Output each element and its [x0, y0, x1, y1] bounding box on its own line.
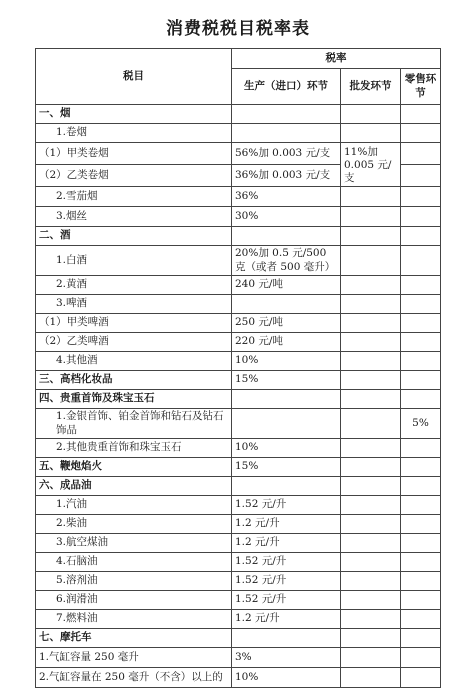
row-name: 3.啤酒 — [36, 295, 232, 314]
row-retail — [401, 553, 441, 572]
row-name: 2.其他贵重首饰和珠宝玉石 — [36, 439, 232, 458]
row-retail — [401, 629, 441, 648]
row-retail — [401, 572, 441, 591]
row-wholesale: 11%加 0.005 元/支 — [341, 143, 401, 187]
table-row — [36, 458, 441, 477]
row-retail — [401, 591, 441, 610]
row-retail — [401, 534, 441, 553]
row-retail — [401, 207, 441, 227]
row-production — [232, 409, 341, 439]
header-production: 生产（进口）环节 — [232, 69, 341, 105]
row-name: 六、成品油 — [36, 477, 232, 496]
row-production: 1.2 元/升 — [232, 534, 341, 553]
row-name: 三、高档化妆品 — [36, 371, 232, 390]
row-name: 3.航空煤油 — [36, 534, 232, 553]
table-row — [36, 246, 441, 276]
row-name: 1.卷烟 — [36, 124, 232, 143]
row-production: 1.2 元/升 — [232, 515, 341, 534]
row-retail — [401, 314, 441, 333]
row-wholesale — [341, 553, 401, 572]
row-wholesale — [341, 439, 401, 458]
table-row — [36, 553, 441, 572]
row-retail — [401, 515, 441, 534]
row-name: （1）甲类啤酒 — [36, 314, 232, 333]
row-wholesale — [341, 207, 401, 227]
table-row — [36, 496, 441, 515]
row-retail — [401, 648, 441, 668]
row-retail — [401, 227, 441, 246]
row-production — [232, 227, 341, 246]
row-retail — [401, 295, 441, 314]
row-retail — [401, 458, 441, 477]
row-wholesale — [341, 187, 401, 207]
table-row — [36, 668, 441, 688]
row-retail — [401, 143, 441, 165]
row-retail — [401, 610, 441, 629]
row-production: 10% — [232, 668, 341, 688]
row-name: （1）甲类卷烟 — [36, 143, 232, 165]
row-wholesale — [341, 629, 401, 648]
row-production — [232, 105, 341, 124]
row-wholesale — [341, 276, 401, 295]
row-name: 五、鞭炮焰火 — [36, 458, 232, 477]
table-row — [36, 390, 441, 409]
row-production: 56%加 0.003 元/支 — [232, 143, 341, 165]
row-production — [232, 390, 341, 409]
row-production: 30% — [232, 207, 341, 227]
row-name: 七、摩托车 — [36, 629, 232, 648]
row-wholesale — [341, 314, 401, 333]
row-production: 1.52 元/升 — [232, 553, 341, 572]
table-row — [36, 371, 441, 390]
row-production: 3% — [232, 648, 341, 668]
row-name: 6.润滑油 — [36, 591, 232, 610]
row-retail — [401, 165, 441, 187]
row-production: 10% — [232, 352, 341, 371]
row-retail — [401, 276, 441, 295]
row-wholesale — [341, 534, 401, 553]
row-name: 5.溶剂油 — [36, 572, 232, 591]
header-item: 税目 — [36, 49, 232, 105]
row-retail — [401, 352, 441, 371]
row-wholesale — [341, 227, 401, 246]
row-wholesale — [341, 591, 401, 610]
header-wholesale: 批发环节 — [341, 69, 401, 105]
page-title: 消费税税目税率表 — [166, 19, 310, 39]
table-row — [36, 227, 441, 246]
table-row — [36, 143, 441, 165]
table-row — [36, 477, 441, 496]
header-retail: 零售环节 — [401, 69, 441, 105]
row-production: 15% — [232, 371, 341, 390]
table-row — [36, 572, 441, 591]
row-name: （2）乙类卷烟 — [36, 165, 232, 187]
table-row — [36, 333, 441, 352]
row-production — [232, 629, 341, 648]
tax-rate-table — [35, 48, 441, 688]
row-wholesale — [341, 371, 401, 390]
row-name: 7.燃料油 — [36, 610, 232, 629]
row-production — [232, 124, 341, 143]
table-row — [36, 591, 441, 610]
row-wholesale — [341, 295, 401, 314]
header-rate: 税率 — [232, 49, 441, 69]
row-name: 1.气缸容量 250 毫升 — [36, 648, 232, 668]
row-name: 四、贵重首饰及珠宝玉石 — [36, 390, 232, 409]
row-retail — [401, 496, 441, 515]
row-name: 4.石脑油 — [36, 553, 232, 572]
row-retail — [401, 390, 441, 409]
row-wholesale — [341, 390, 401, 409]
row-name: 1.汽油 — [36, 496, 232, 515]
table-row — [36, 515, 441, 534]
row-wholesale — [341, 610, 401, 629]
row-production: 1.52 元/升 — [232, 591, 341, 610]
table-row — [36, 105, 441, 124]
row-wholesale — [341, 572, 401, 591]
row-production — [232, 477, 341, 496]
table-row — [36, 187, 441, 207]
row-name: （2）乙类啤酒 — [36, 333, 232, 352]
table-row — [36, 409, 441, 439]
row-production: 250 元/吨 — [232, 314, 341, 333]
row-retail — [401, 668, 441, 688]
row-retail — [401, 439, 441, 458]
table-row — [36, 534, 441, 553]
table-row — [36, 124, 441, 143]
table-row — [36, 314, 441, 333]
row-name: 1.金银首饰、铂金首饰和钻石及钻石饰品 — [36, 409, 232, 439]
table-row — [36, 610, 441, 629]
row-wholesale — [341, 458, 401, 477]
row-wholesale — [341, 333, 401, 352]
row-retail — [401, 246, 441, 276]
row-name: 1.白酒 — [36, 246, 232, 276]
row-retail — [401, 371, 441, 390]
row-production: 10% — [232, 439, 341, 458]
row-production: 36% — [232, 187, 341, 207]
row-production: 36%加 0.003 元/支 — [232, 165, 341, 187]
row-retail — [401, 124, 441, 143]
table-row — [36, 295, 441, 314]
row-name: 4.其他酒 — [36, 352, 232, 371]
table-row — [36, 648, 441, 668]
row-wholesale — [341, 648, 401, 668]
row-production: 1.52 元/升 — [232, 572, 341, 591]
row-retail — [401, 477, 441, 496]
row-retail — [401, 105, 441, 124]
row-wholesale — [341, 496, 401, 515]
row-production: 220 元/吨 — [232, 333, 341, 352]
table-row — [36, 629, 441, 648]
row-production — [232, 295, 341, 314]
row-wholesale — [341, 124, 401, 143]
row-name: 2.雪茄烟 — [36, 187, 232, 207]
row-name: 2.黄酒 — [36, 276, 232, 295]
row-production: 1.52 元/升 — [232, 496, 341, 515]
row-production: 15% — [232, 458, 341, 477]
row-retail — [401, 187, 441, 207]
row-retail — [401, 333, 441, 352]
row-name: 2.气缸容量在 250 毫升（不含）以上的 — [36, 668, 232, 688]
table-row — [36, 207, 441, 227]
row-retail: 5% — [401, 409, 441, 439]
row-wholesale — [341, 105, 401, 124]
row-wholesale — [341, 409, 401, 439]
row-name: 二、酒 — [36, 227, 232, 246]
row-name: 2.柴油 — [36, 515, 232, 534]
table-row — [36, 439, 441, 458]
row-wholesale — [341, 352, 401, 371]
row-production: 1.2 元/升 — [232, 610, 341, 629]
row-name: 3.烟丝 — [36, 207, 232, 227]
table-row — [36, 276, 441, 295]
table-row — [36, 352, 441, 371]
row-production: 240 元/吨 — [232, 276, 341, 295]
row-wholesale — [341, 668, 401, 688]
row-wholesale — [341, 477, 401, 496]
row-wholesale — [341, 515, 401, 534]
row-wholesale — [341, 246, 401, 276]
row-name: 一、烟 — [36, 105, 232, 124]
row-production: 20%加 0.5 元/500 克（或者 500 毫升） — [232, 246, 341, 276]
